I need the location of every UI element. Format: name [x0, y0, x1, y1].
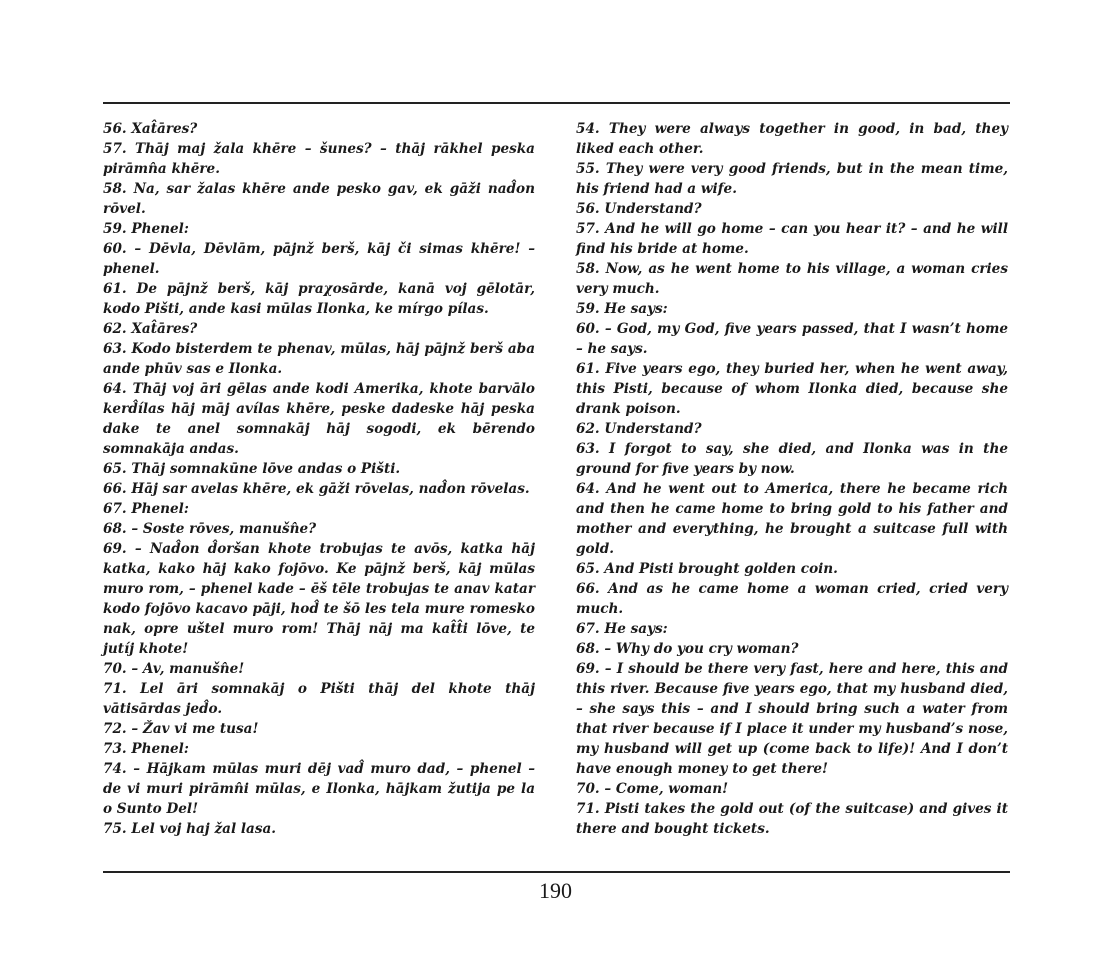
- paragraph: 59. He says:: [576, 301, 668, 317]
- paragraph: 64. Thāj voj āri gēlas ande kodi Amerika, khote barvālo kerd̂ílas hāj māj avílas khēre, peske dadeske hāj peska dake te anel somnakāj hāj sogodi, ek bērendo somnakāja andas.: [103, 381, 535, 457]
- paragraph: 58. Na, sar žalas khēre ande pesko gav, ek gāži nad̂on rōvel.: [103, 181, 535, 217]
- paragraph: 65. And Pisti brought golden coin.: [576, 561, 838, 577]
- paragraph: 69. – Nad̂on d̂oršan khote trobujas te avōs, katka hāj katka, kako hāj kako fojōvo. Ke pājnž berš, kāj mūlas muro rom, – phenel kade – ēš tēle trobujas te anav katar kodo fojōvo kacavo pāji, hod̂ te šō les tela mure romesko nak, opre uštel muro rom! Thāj nāj ma kat̂t̂i lōve, te jutíj khote!: [103, 541, 535, 657]
- paragraph: 57. And he will go home – can you hear it? – and he will find his bride at home.: [576, 221, 1008, 257]
- romani-text-column: [103, 119, 535, 839]
- paragraph: 55. They were very good friends, but in the mean time, his friend had a wife.: [576, 161, 1008, 197]
- paragraph: 71. Pisti takes the gold out (of the suitcase) and gives it there and bought tickets.: [576, 801, 1008, 837]
- paragraph: 75. Lel voj haj žal lasa.: [103, 821, 277, 837]
- english-translation-column: [576, 119, 1008, 839]
- paragraph: 70. – Av, manušn̂e!: [103, 661, 245, 677]
- paragraph: 73. Phenel:: [103, 741, 189, 757]
- paragraph: 71. Lel āri somnakāj o Pišti thāj del khote thāj vātisārdas jed̂o.: [103, 681, 535, 717]
- paragraph: 74. – Hājkam mūlas muri dēj vad̂ muro dad, – phenel – de vi muri pirāmn̂i mūlas, e Ilonka, hājkam žutija pe la o Sunto Del!: [103, 761, 535, 817]
- paragraph: 72. – Žav vi me tusa!: [103, 721, 259, 737]
- paragraph: 68. – Soste rōves, manušn̂e?: [103, 521, 317, 537]
- paragraph: 57. Thāj maj žala khēre – šunes? – thāj rākhel peska pirāmn̂a khēre.: [103, 141, 535, 177]
- paragraph: 60. – God, my God, five years passed, that I wasn’t home – he says.: [576, 321, 1008, 357]
- paragraph: 62. Xat̂āres?: [103, 321, 198, 337]
- paragraph: 54. They were always together in good, in bad, they liked each other.: [576, 121, 1008, 157]
- paragraph: 61. Five years ego, they buried her, when he went away, this Pisti, because of whom Ilonka died, because she drank poison.: [576, 361, 1008, 417]
- paragraph: 60. – Dēvla, Dēvlām, pājnž berš, kāj či simas khēre! – phenel.: [103, 241, 535, 277]
- paragraph: 63. Kodo bisterdem te phenav, mūlas, hāj pājnž berš aba ande phūv sas e Ilonka.: [103, 341, 535, 377]
- paragraph: 58. Now, as he went home to his village, a woman cries very much.: [576, 261, 1008, 297]
- paragraph: 62. Understand?: [576, 421, 702, 437]
- paragraph: 67. Phenel:: [103, 501, 189, 517]
- page-number: 190: [539, 878, 572, 903]
- paragraph: 63. I forgot to say, she died, and Ilonka was in the ground for five years by now.: [576, 441, 1008, 477]
- paragraph: 56. Xat̂āres?: [103, 121, 198, 137]
- paragraph: 56. Understand?: [576, 201, 702, 217]
- paragraph: 67. He says:: [576, 621, 668, 637]
- bottom-rule: [103, 871, 1010, 873]
- paragraph: 69. – I should be there very fast, here and here, this and this river. Because five years ego, that my husband died, – she says this – and I should bring such a water from that river because if I place it under my husband’s nose, my husband will get up (come back to life)! And I don’t have enough money to get there!: [576, 661, 1008, 777]
- paragraph: 68. – Why do you cry woman?: [576, 641, 799, 657]
- paragraph: 66. And as he came home a woman cried, cried very much.: [576, 581, 1008, 617]
- paragraph: 61. De pājnž berš, kāj praχosārde, kanā voj gēlotār, kodo Pišti, ande kasi mūlas Ilonka, ke mírgo pílas.: [103, 281, 535, 317]
- paragraph: 66. Hāj sar avelas khēre, ek gāži rōvelas, nad̂on rōvelas.: [103, 481, 530, 497]
- top-rule: [103, 102, 1010, 104]
- paragraph: 64. And he went out to America, there he became rich and then he came home to bring gold to his father and mother and everything, he brought a suitcase full with gold.: [576, 481, 1008, 557]
- paragraph: 59. Phenel:: [103, 221, 189, 237]
- paragraph: 70. – Come, woman!: [576, 781, 729, 797]
- paragraph: 65. Thāj somnakūne lōve andas o Pišti.: [103, 461, 401, 477]
